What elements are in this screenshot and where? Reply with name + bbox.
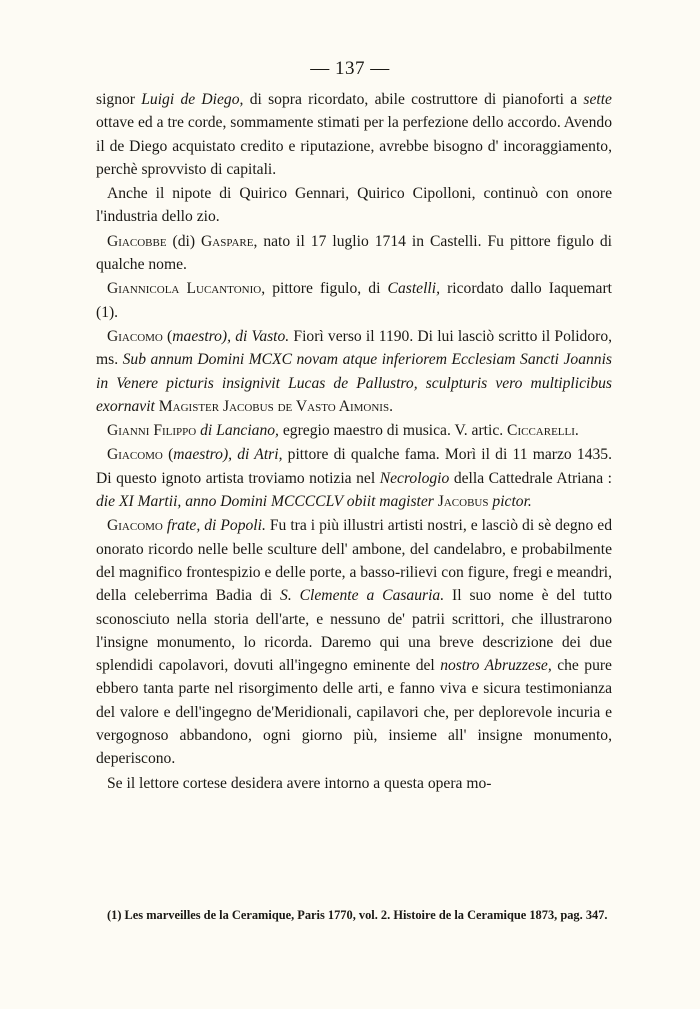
text-run: pittore di qualche fama. Morì il di 11 marzo 1435. Di questo ignoto artista troviamo notizia nel — [96, 446, 612, 487]
text-run: pittore figulo, di — [265, 280, 388, 298]
text-run: Il suo nome è del tutto sconosciuto nella storia dell'arte, e nessuno de' patrii scrittori, che illustrarono l'insigne monumento, lo ricorda. Daremo qui una breve descrizione dei due splendidi capolavori, dovuti all'ingegno eminente del — [96, 587, 612, 675]
place-name: di Lanciano, — [196, 422, 279, 440]
footnotes — [96, 905, 612, 926]
text-run: ottave ed a tre corde, sommamente stimati per la perfezione dello accordo. Avendo il de Diego acquistato credito e riputazione, avrebbe bisogno d' incoraggiamento, perchè sprovvisto di capitali. — [96, 114, 612, 178]
entry-giacobbe — [96, 230, 612, 277]
emphasis: nostro Abruzzese, — [440, 657, 552, 675]
entry-qualifier: maestro), di Vasto. — [172, 327, 290, 345]
entry-heading: Giannicola Lucantonio, — [107, 280, 266, 298]
latin-quotation: Sub annum Domini MCXC novam atque inferiorem Ecclesiam Sancti Joannis in Venere picturis insignivit Lucas de Pallustro, sculpturis vero multiplicibus exornavit — [96, 351, 612, 415]
text-run: signor — [96, 91, 142, 108]
entry-heading: Giacomo — [107, 327, 163, 345]
text-run: egregio maestro di musica. V. artic. — [278, 422, 508, 440]
text-run: nato il 17 luglio 1714 in Castelli. Fu pittore figulo di qualche nome. — [96, 232, 612, 274]
entry-heading: Gianni Filippo — [107, 422, 197, 440]
paragraph-cipolloni: Anche il nipote di Quirico Gennari, Quirico Cipolloni, continuò con onore l'industria dello zio. — [96, 185, 612, 226]
text-run: della Cattedrale Atriana : — [449, 469, 612, 487]
page-number: — 137 — — [310, 58, 390, 79]
entry-qualifier: maestro), di Atri, — [173, 446, 283, 464]
paragraph-continuation: Se il lettore cortese desidera avere intorno a questa opera mo- — [107, 774, 492, 792]
latin-name: Magister Jacobus de Vasto Aimonis. — [158, 397, 393, 415]
entry-qualifier: frate, di Popoli. — [162, 517, 266, 535]
place-name: S. Clemente a Casauria. — [280, 587, 445, 605]
entry-heading: Giacobbe — [107, 232, 167, 250]
text-run: Fu tra i più illustri artisti nostri, e lasciò di sè degno ed onorato ricordo nelle belle sculture dell' ambone, del candelabro, e probabilmente del magnifico frontespizio e delle porte, a basso-rilievi con figure, fregi e meandri, della celeberrima Badia di — [96, 517, 613, 605]
entry-giannicola — [96, 277, 612, 324]
latin-name: Jacobus — [437, 493, 489, 511]
place-name: Castelli, — [387, 280, 440, 298]
text-run: ricordato dallo Iaquemart (1). — [96, 280, 612, 321]
footnote: (1) Les marveilles de la Ceramique, Paris 1770, vol. 2. Histoire de la Ceramique 1873, pag. 347. — [107, 908, 608, 922]
entry-heading: Giacomo — [107, 517, 163, 535]
text-run: che pure ebbero tanta parte nel risorgimento delle arti, e fanno viva e sicura testimonianza del valore e dell'ingegno de'Meridionali, capilavori che, per deplorevole incuria e vergognoso abbandono, ogni giorno più, insieme all' insigne monumento, deperiscono. — [96, 657, 612, 768]
person-name: Luigi de Diego, — [141, 91, 244, 108]
text-run: ( — [162, 446, 174, 464]
entry-giacomo-atri — [96, 443, 612, 513]
emphasis: sette — [583, 91, 612, 108]
entry-gianni-filippo — [96, 419, 612, 442]
paragraph-de-diego — [96, 88, 612, 181]
text-run: (di) — [166, 232, 202, 250]
entry-giacomo-popoli — [96, 514, 612, 770]
entry-giacomo-vasto — [96, 325, 612, 418]
entry-heading: Giacomo — [107, 446, 163, 464]
latin-quotation: pictor. — [492, 493, 532, 511]
entry-heading: Gaspare, — [201, 232, 258, 250]
text-run: di sopra ricordato, abile costruttore di pianoforti a — [243, 91, 584, 108]
text-run: ( — [162, 327, 173, 345]
body-text — [96, 88, 612, 796]
latin-quotation: die XI Martii, anno Domini MCCCCLV obiit magister — [96, 493, 434, 511]
cross-reference: Ciccarelli. — [507, 422, 579, 440]
text-run: Fiorì verso il 1190. Di lui lasciò scritto il Polidoro, ms. — [96, 327, 613, 369]
emphasis: Necrologio — [379, 469, 450, 487]
